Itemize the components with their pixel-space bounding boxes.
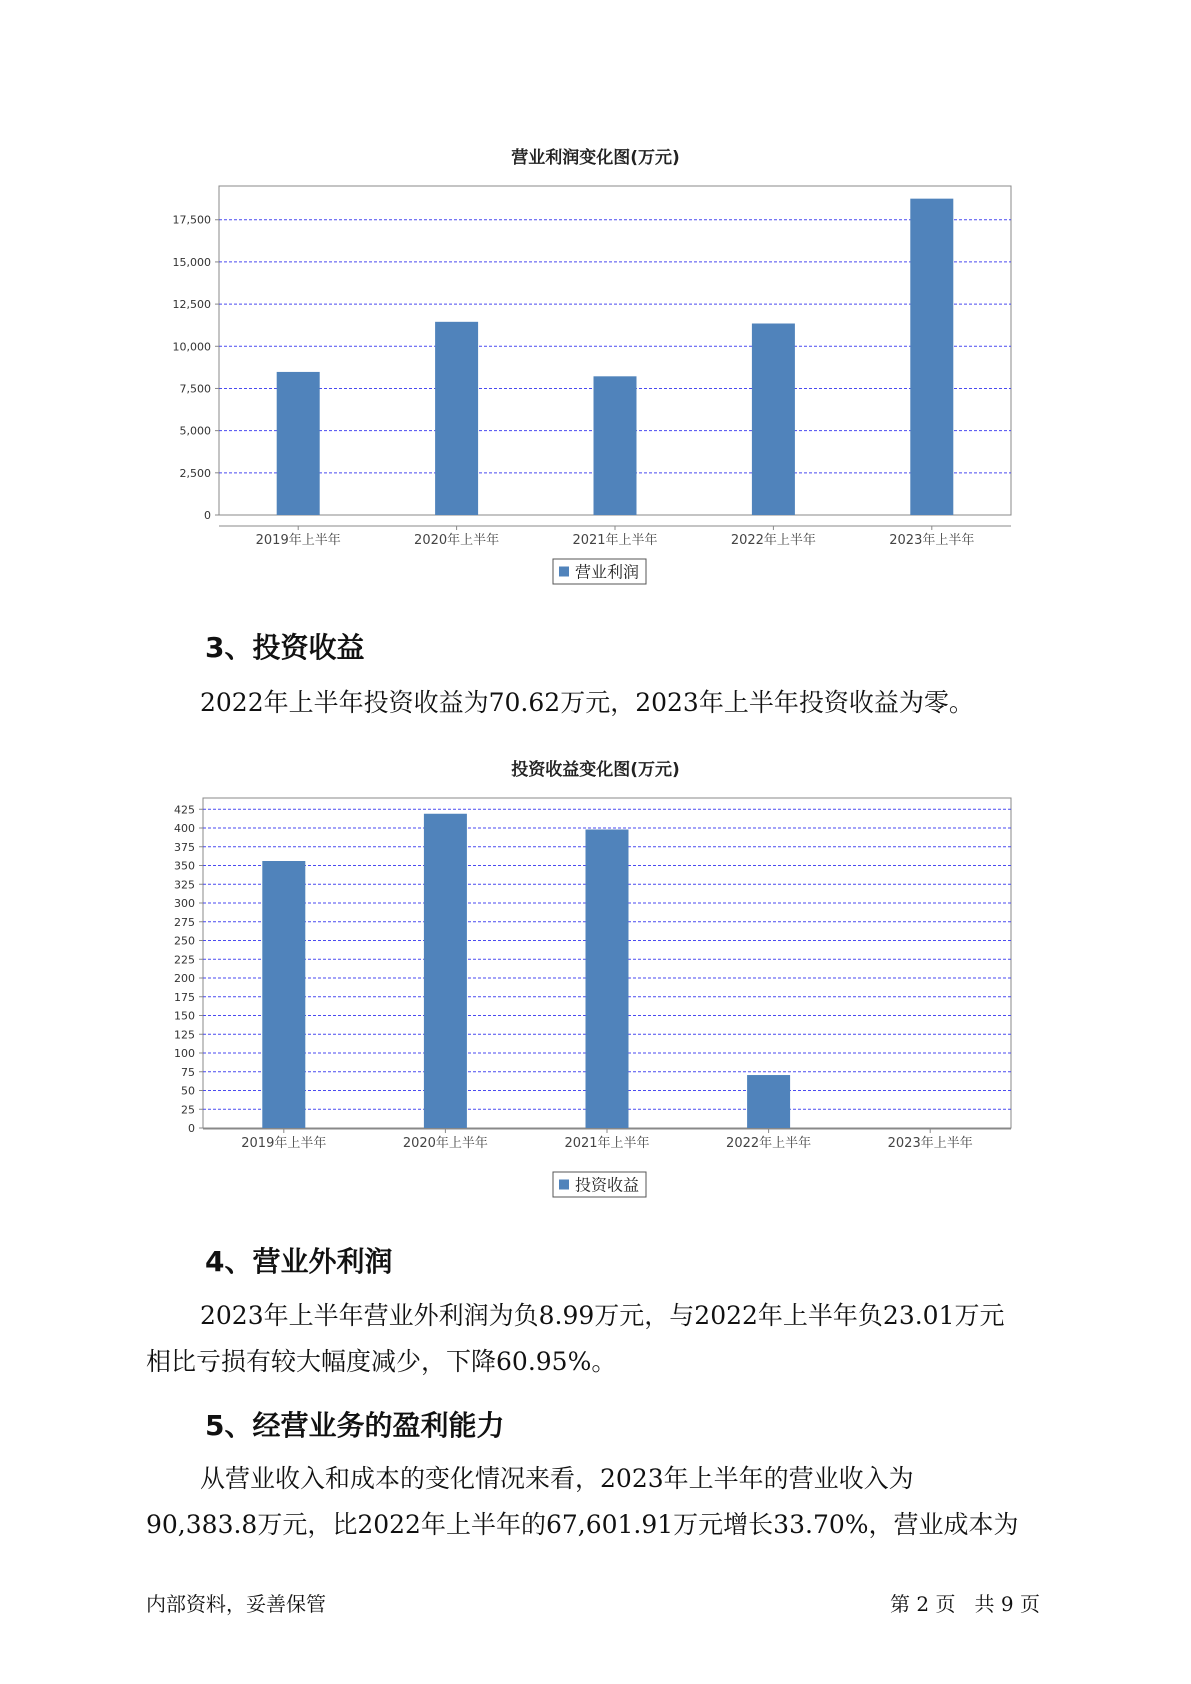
section-5-line1: 从营业收入和成本的变化情况来看，2023年上半年的营业收入为 bbox=[200, 1464, 914, 1493]
chart2-y-tick-label: 125 bbox=[174, 1028, 195, 1042]
chart1-x-tick-label: 2021年上半年 bbox=[572, 533, 658, 548]
section-5-paragraph bbox=[146, 1456, 1061, 1548]
chart2-x-tick-label: 2022年上半年 bbox=[726, 1136, 812, 1151]
chart2-title: 投资收益变化图(万元) bbox=[511, 760, 680, 780]
section-5-line2: 90,383.8万元，比2022年上半年的67,601.91万元增长33.70%，营业成本为 bbox=[146, 1510, 1019, 1539]
chart2-y-tick-label: 25 bbox=[181, 1103, 195, 1117]
chart1-legend-label: 营业利润 bbox=[575, 562, 640, 582]
chart2-y-tick-label: 100 bbox=[174, 1047, 195, 1060]
chart1-y-tick-label: 5,000 bbox=[179, 424, 211, 438]
chart2-y-tick-label: 50 bbox=[181, 1084, 195, 1098]
chart1-y-tick-label: 17,500 bbox=[172, 213, 211, 227]
chart2-y-tick-label: 150 bbox=[174, 1009, 195, 1023]
section-3-heading: 3、投资收益 bbox=[205, 631, 365, 664]
chart2-bar bbox=[262, 861, 305, 1128]
chart1-x-tick-label: 2022年上半年 bbox=[730, 533, 816, 548]
chart2-x-tick-label: 2021年上半年 bbox=[564, 1136, 650, 1151]
chart1-y-tick-label: 12,500 bbox=[172, 298, 211, 312]
chart1-title: 营业利润变化图(万元) bbox=[511, 148, 680, 168]
section-4-paragraph bbox=[146, 1293, 1061, 1385]
chart2-bar bbox=[424, 814, 467, 1128]
chart2-y-tick-label: 75 bbox=[181, 1065, 195, 1079]
chart1-y-tick-label: 2,500 bbox=[179, 466, 211, 480]
chart1-y-tick-label: 15,000 bbox=[172, 255, 211, 269]
chart2-x-tick-label: 2020年上半年 bbox=[402, 1136, 488, 1151]
chart2-x-tick-label: 2019年上半年 bbox=[241, 1136, 327, 1151]
chart1-y-tick-label: 0 bbox=[204, 509, 211, 522]
section-4-line2: 相比亏损有较大幅度减少，下降60.95%。 bbox=[146, 1347, 617, 1376]
section-3-text: 2022年上半年投资收益为70.62万元，2023年上半年投资收益为零。 bbox=[200, 688, 974, 717]
section-4-heading: 4、营业外利润 bbox=[205, 1245, 393, 1278]
chart2-y-tick-label: 275 bbox=[174, 915, 195, 929]
chart1-y-tick-label: 7,500 bbox=[179, 382, 211, 396]
footer-confidential: 内部资料，妥善保管 bbox=[146, 1592, 326, 1616]
chart2-bar bbox=[586, 830, 629, 1129]
chart2-y-tick-label: 350 bbox=[174, 859, 195, 873]
chart2-y-tick-label: 300 bbox=[174, 897, 195, 910]
chart2-y-tick-label: 225 bbox=[174, 953, 195, 967]
chart1-x-tick-label: 2019年上半年 bbox=[255, 533, 341, 548]
chart2-y-tick-label: 375 bbox=[174, 840, 195, 854]
chart2-bar bbox=[747, 1075, 790, 1128]
chart2-legend-swatch bbox=[559, 1180, 569, 1190]
chart1-y-tick-label: 10,000 bbox=[172, 340, 211, 354]
chart2-y-tick-label: 400 bbox=[174, 822, 195, 835]
chart2-y-tick-label: 250 bbox=[174, 934, 195, 948]
footer-page-number: 第 2 页 共 9 页 bbox=[890, 1592, 1040, 1616]
chart2-legend-label: 投资收益 bbox=[575, 1175, 640, 1195]
section-5-heading: 5、经营业务的盈利能力 bbox=[205, 1409, 505, 1442]
chart1-x-tick-label: 2020年上半年 bbox=[414, 533, 500, 548]
chart2-y-tick-label: 425 bbox=[174, 803, 195, 817]
chart2-y-tick-label: 325 bbox=[174, 878, 195, 892]
chart2-y-tick-label: 0 bbox=[188, 1122, 195, 1135]
section-4-line1: 2023年上半年营业外利润为负8.99万元，与2022年上半年负23.01万元 bbox=[200, 1301, 1005, 1330]
chart2-x-tick-label: 2023年上半年 bbox=[887, 1136, 973, 1151]
chart2-y-tick-label: 200 bbox=[174, 972, 195, 985]
chart2-y-tick-label: 175 bbox=[174, 990, 195, 1004]
chart1-x-tick-label: 2023年上半年 bbox=[889, 533, 975, 548]
